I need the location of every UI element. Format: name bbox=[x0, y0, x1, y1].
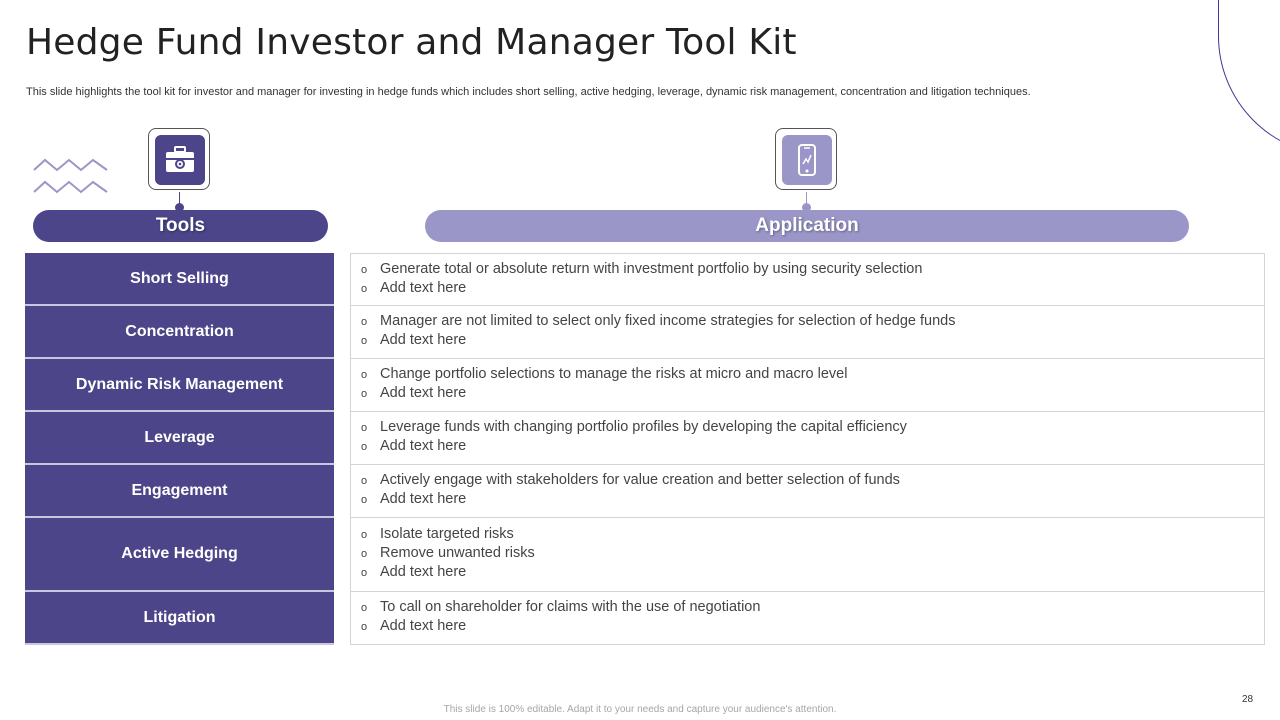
tool-cell: Leverage bbox=[25, 412, 334, 465]
circle-bullet-icon: o bbox=[361, 422, 368, 434]
table-row bbox=[25, 592, 1265, 645]
circle-bullet-icon: o bbox=[361, 602, 368, 614]
list-item: o Isolate targeted risks bbox=[361, 526, 514, 542]
circle-bullet-icon: o bbox=[361, 475, 368, 487]
page-subtitle: This slide highlights the tool kit for investor and manager for investing in hedge funds which includes short selling, active hedging, leverage, dynamic risk management, concentration and litigation techniques. bbox=[26, 86, 1031, 98]
list-item: o Leverage funds with changing portfolio profiles by developing the capital efficiency bbox=[361, 419, 907, 435]
list-item: o Change portfolio selections to manage the risks at micro and macro level bbox=[361, 366, 848, 382]
circle-bullet-icon: o bbox=[361, 282, 368, 295]
toolkit-table bbox=[25, 253, 1265, 645]
zigzag-icon bbox=[33, 158, 109, 196]
tools-header: Tools bbox=[33, 210, 328, 242]
application-cell bbox=[350, 592, 1265, 645]
application-cell bbox=[350, 465, 1265, 518]
list-item: o Add text here bbox=[361, 332, 467, 348]
tool-cell: Concentration bbox=[25, 306, 334, 359]
circle-bullet-icon: o bbox=[361, 388, 368, 400]
corner-arc-decoration bbox=[1218, 0, 1280, 156]
table-row bbox=[25, 306, 1265, 359]
footer-note: This slide is 100% editable. Adapt it to your needs and capture your audience's attention. bbox=[443, 704, 837, 715]
tool-cell: Litigation bbox=[25, 592, 334, 645]
list-item: o Add text here bbox=[361, 564, 467, 580]
circle-bullet-icon: o bbox=[361, 567, 368, 579]
application-icon-box bbox=[775, 128, 837, 190]
application-cell bbox=[350, 412, 1265, 465]
list-item: o Remove unwanted risks bbox=[361, 545, 535, 561]
circle-bullet-icon: o bbox=[361, 441, 368, 453]
list-item: o Add text here bbox=[361, 438, 467, 454]
page-title: Hedge Fund Investor and Manager Tool Kit bbox=[26, 22, 797, 63]
page-number: 28 bbox=[1242, 694, 1254, 705]
circle-bullet-icon: o bbox=[361, 494, 368, 506]
list-item: o Add text here bbox=[361, 491, 467, 507]
circle-bullet-icon: o bbox=[361, 316, 368, 328]
list-item: o To call on shareholder for claims with the use of negotiation bbox=[361, 599, 761, 615]
tool-cell: Engagement bbox=[25, 465, 334, 518]
circle-bullet-icon: o bbox=[361, 335, 368, 347]
table-row bbox=[25, 412, 1265, 465]
list-item: o Add text here bbox=[361, 385, 467, 401]
application-cell bbox=[350, 359, 1265, 412]
tool-cell: Short Selling bbox=[25, 253, 334, 306]
table-row bbox=[25, 518, 1265, 592]
list-item: o Actively engage with stakeholders for value creation and better selection of funds bbox=[361, 472, 900, 488]
application-header: Application bbox=[425, 210, 1189, 242]
table-row bbox=[25, 359, 1265, 412]
application-cell bbox=[350, 518, 1265, 592]
list-item: o Add text here bbox=[361, 279, 467, 296]
table-row bbox=[25, 253, 1265, 306]
list-item: o Generate total or absolute return with investment portfolio by using security selection bbox=[361, 260, 923, 277]
circle-bullet-icon: o bbox=[361, 621, 368, 633]
application-cell bbox=[350, 253, 1265, 306]
circle-bullet-icon: o bbox=[361, 548, 368, 560]
list-item: o Manager are not limited to select only fixed income strategies for selection of hedge funds bbox=[361, 313, 956, 329]
table-row bbox=[25, 465, 1265, 518]
application-cell bbox=[350, 306, 1265, 359]
list-item: o Add text here bbox=[361, 618, 467, 634]
tool-cell: Dynamic Risk Management bbox=[25, 359, 334, 412]
tool-cell: Active Hedging bbox=[25, 518, 334, 592]
tools-icon-box bbox=[148, 128, 210, 190]
circle-bullet-icon: o bbox=[361, 263, 368, 276]
smartphone-icon bbox=[797, 144, 817, 176]
circle-bullet-icon: o bbox=[361, 369, 368, 381]
circle-bullet-icon: o bbox=[361, 529, 368, 541]
toolbox-icon bbox=[164, 146, 196, 174]
